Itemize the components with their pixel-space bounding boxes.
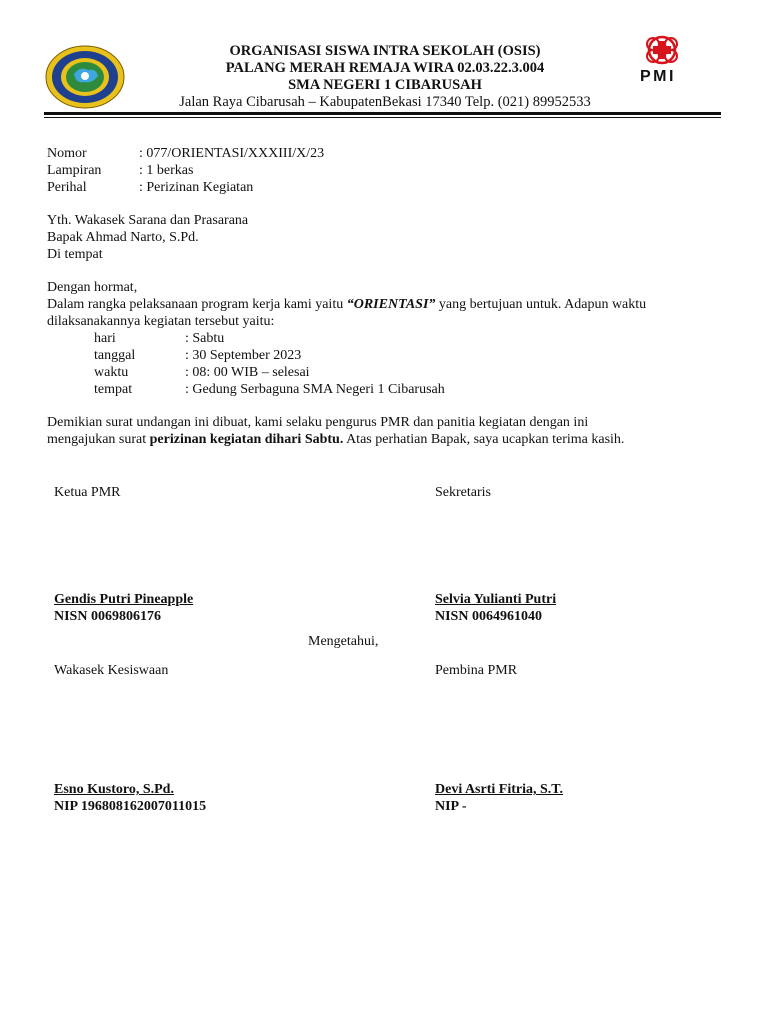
closing-line-2	[47, 432, 624, 448]
ketua-name: Gendis Putri Pineapple	[54, 592, 194, 607]
letterhead-divider	[44, 112, 721, 115]
letterhead-divider-thin	[44, 117, 721, 118]
paragraph-1-line-1	[47, 297, 646, 313]
pmi-logo-text: PMI	[640, 68, 676, 85]
wakasek-title: Wakasek Kesiswaan	[54, 663, 169, 678]
wakasek-id: NIP 196808162007011015	[54, 799, 207, 814]
greeting: Dengan hormat,	[47, 280, 138, 295]
nomor-value: : 077/ORIENTASI/XXXIII/X/23	[139, 146, 325, 161]
closing-text-b: Atas perhatian Bapak, saya ucapkan terima kasih.	[343, 432, 625, 447]
pembina-id: NIP -	[435, 799, 467, 814]
perihal-label: Perihal	[47, 180, 87, 195]
sekretaris-id: NISN 0064961040	[435, 609, 542, 624]
school-seal-logo	[44, 44, 126, 110]
detail-value: : Gedung Serbaguna SMA Negeri 1 Cibarusah	[185, 382, 445, 397]
recipient-line-1: Yth. Wakasek Sarana dan Prasarana	[47, 213, 249, 228]
closing-text-a: mengajukan surat	[47, 432, 150, 447]
lampiran-label: Lampiran	[47, 163, 102, 178]
paragraph-1-text-b: yang bertujuan untuk. Adapun waktu	[435, 297, 647, 312]
recipient-line-2: Bapak Ahmad Narto, S.Pd.	[47, 230, 199, 245]
letterhead-address: Jalan Raya Cibarusah – KabupatenBekasi 17340 Telp. (021) 89952533	[179, 94, 591, 110]
perihal-value: : Perizinan Kegiatan	[139, 180, 254, 195]
ketua-id: NISN 0069806176	[54, 609, 161, 624]
sekretaris-name: Selvia Yulianti Putri	[435, 592, 557, 607]
detail-label: tanggal	[94, 348, 136, 363]
wakasek-name: Esno Kustoro, S.Pd.	[54, 782, 174, 797]
detail-label: hari	[94, 331, 116, 346]
closing-highlight: perizinan kegiatan dihari Sabtu.	[149, 432, 344, 447]
detail-label: waktu	[94, 365, 129, 380]
nomor-label: Nomor	[47, 146, 87, 161]
mengetahui: Mengetahui,	[308, 634, 379, 649]
letterhead-line-3: SMA NEGERI 1 CIBARUSAH	[288, 77, 482, 93]
ketua-title: Ketua PMR	[54, 485, 121, 500]
letterhead-line-1: ORGANISASI SISWA INTRA SEKOLAH (OSIS)	[229, 43, 541, 59]
pmi-logo-icon	[644, 35, 680, 65]
pembina-name: Devi Asrti Fitria, S.T.	[435, 782, 564, 797]
closing-line-1: Demikian surat undangan ini dibuat, kami selaku pengurus PMR dan panitia kegiatan dengan ini	[47, 415, 589, 430]
pembina-title: Pembina PMR	[435, 663, 518, 678]
sekretaris-title: Sekretaris	[435, 485, 491, 500]
program-name: “ORIENTASI”	[346, 297, 436, 312]
lampiran-value: : 1 berkas	[139, 163, 194, 178]
detail-value: : 08: 00 WIB – selesai	[185, 365, 310, 380]
recipient-line-3: Di tempat	[47, 247, 103, 262]
detail-value: : 30 September 2023	[185, 348, 302, 363]
detail-label: tempat	[94, 382, 133, 397]
detail-value: : Sabtu	[185, 331, 225, 346]
paragraph-1-line-2: dilaksanakannya kegiatan tersebut yaitu:	[47, 314, 275, 329]
paragraph-1-text-a: Dalam rangka pelaksanaan program kerja kami yaitu	[47, 297, 347, 312]
letterhead-line-2: PALANG MERAH REMAJA WIRA 02.03.22.3.004	[225, 60, 545, 76]
